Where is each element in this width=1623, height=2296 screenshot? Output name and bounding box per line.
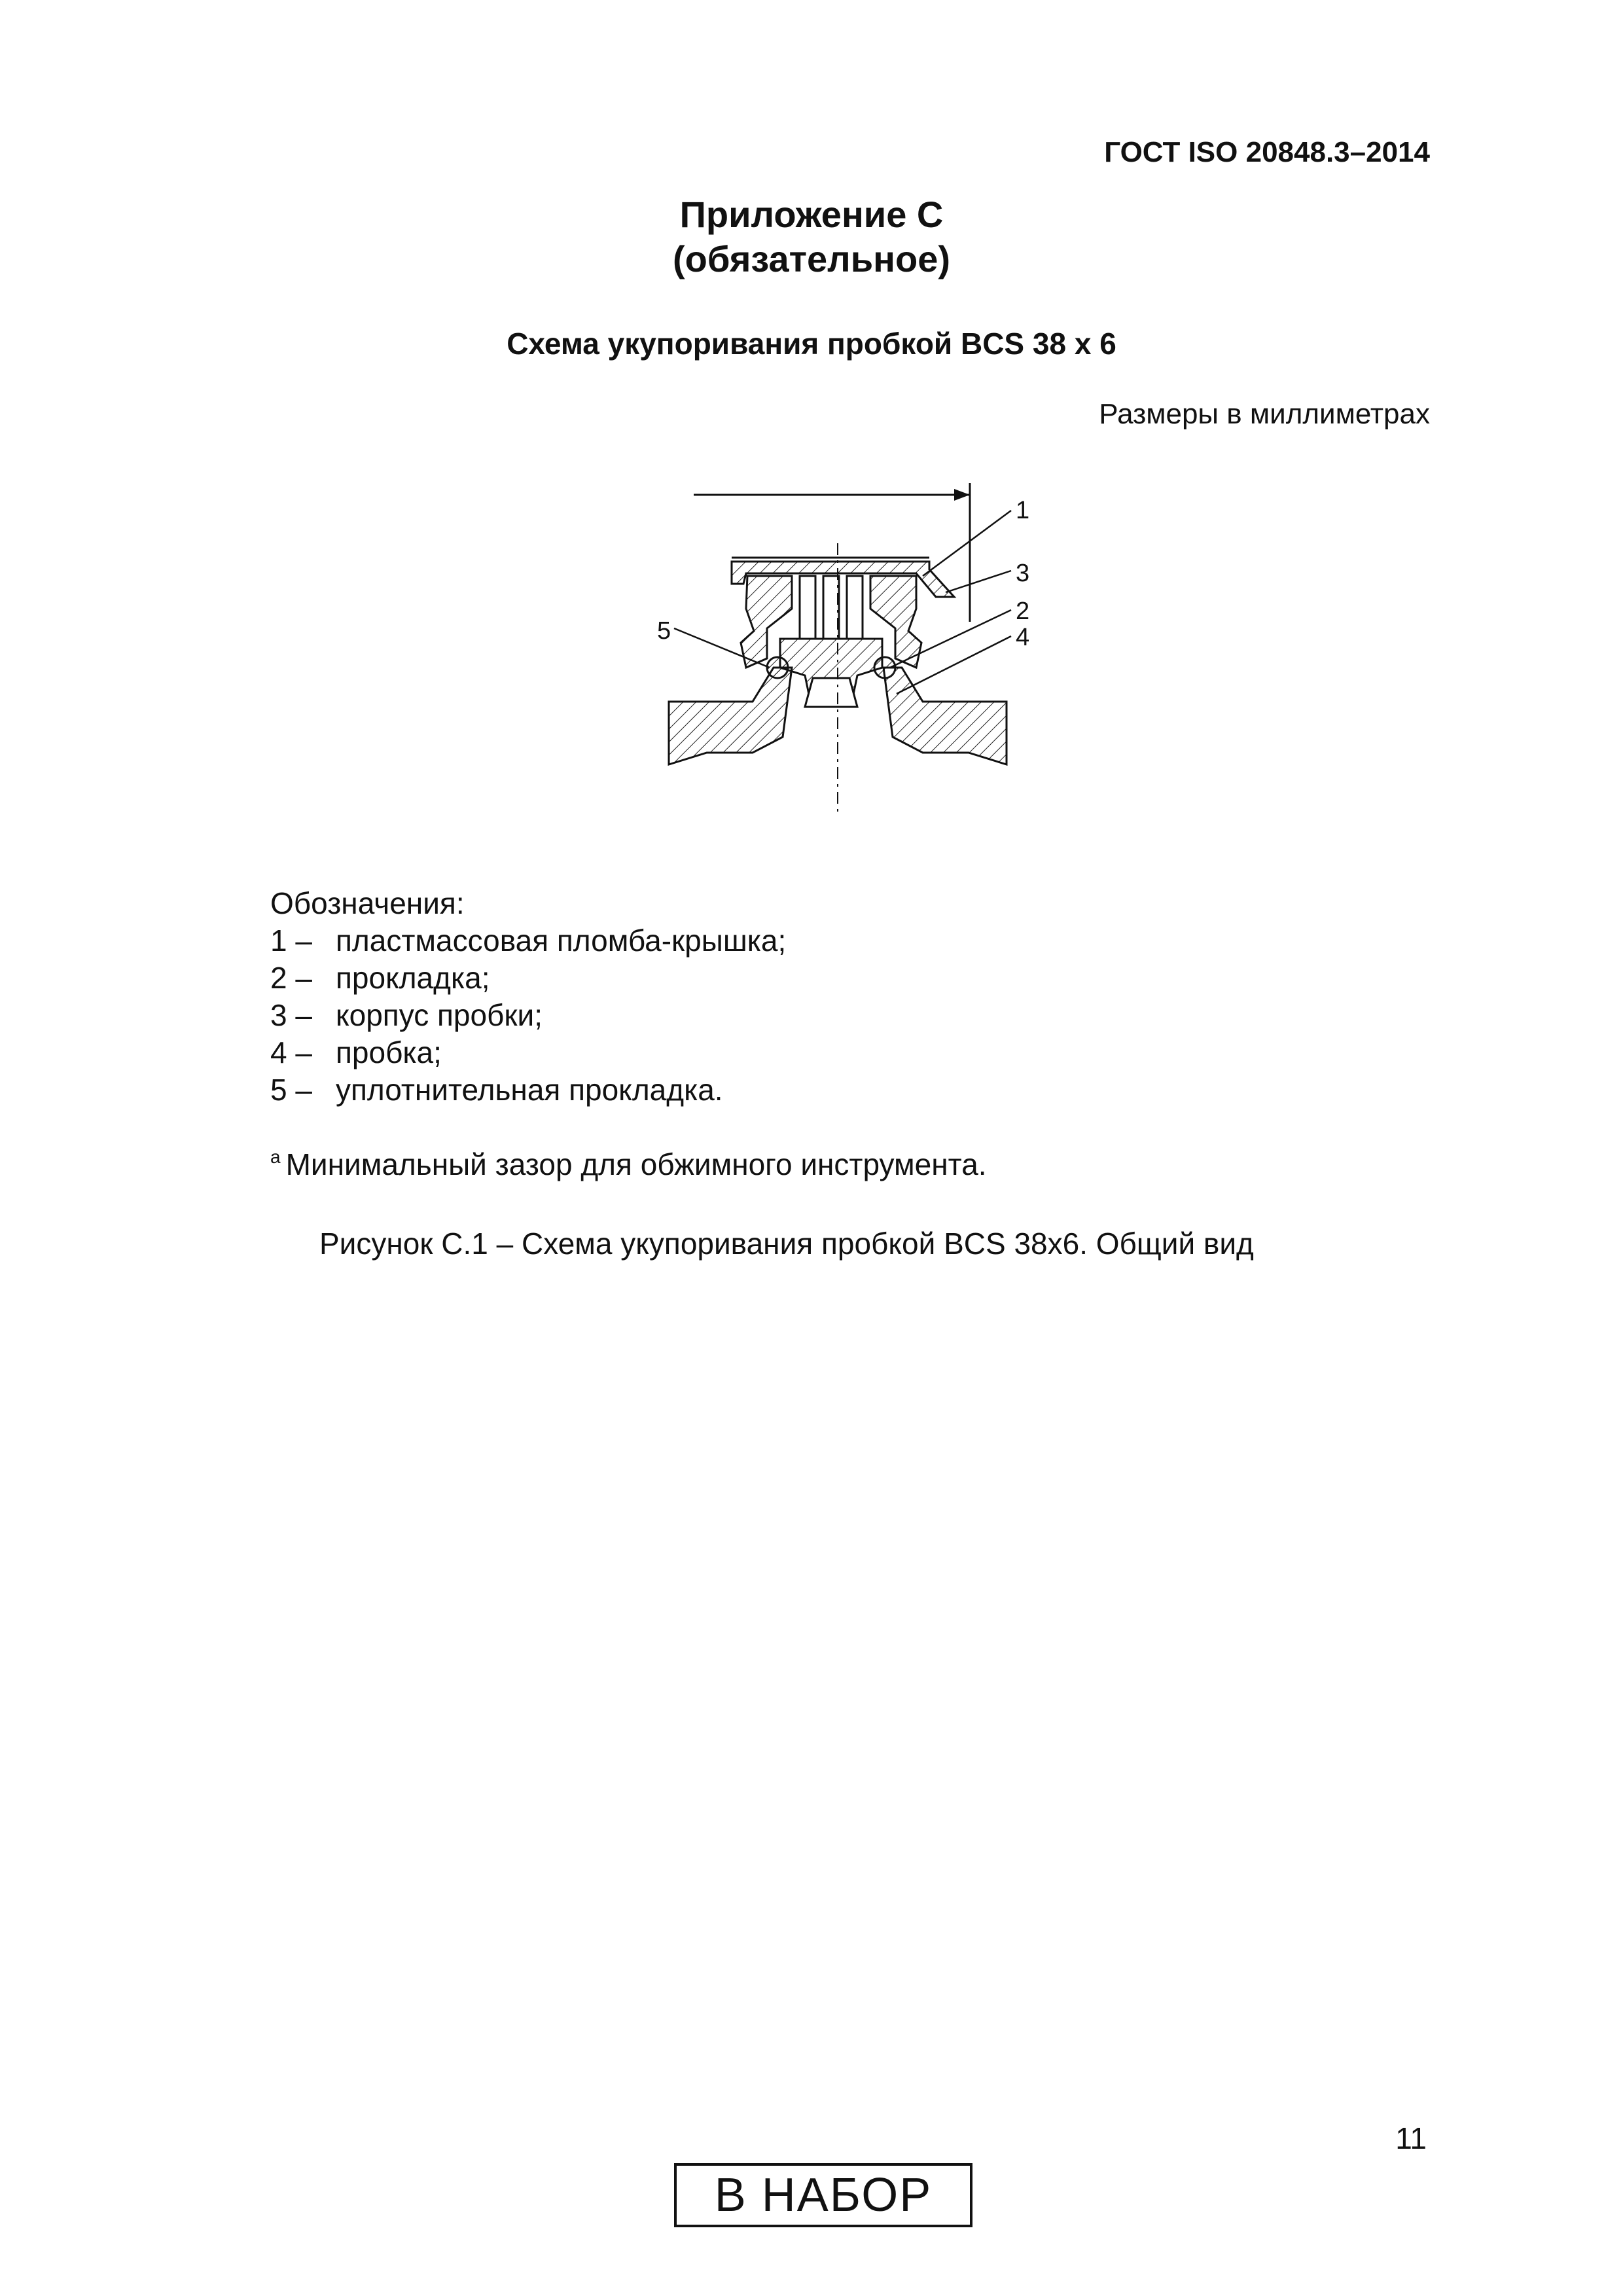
callout-1: 1 bbox=[1016, 497, 1030, 524]
page-number: 11 bbox=[1395, 2121, 1427, 2155]
legend-number: 3 – bbox=[270, 998, 312, 1032]
legend-number: 2 – bbox=[270, 961, 312, 995]
scheme-title: Схема укупоривания пробкой BCS 38 x 6 bbox=[507, 327, 1116, 361]
stopper-cavity bbox=[805, 678, 857, 707]
callout-3: 3 bbox=[1016, 560, 1030, 587]
legend-number: 5 – bbox=[270, 1073, 312, 1107]
legend-text: корпус пробки; bbox=[336, 998, 543, 1032]
legend-number: 1 – bbox=[270, 924, 312, 958]
legend-item bbox=[270, 960, 786, 997]
legend-item bbox=[270, 997, 786, 1034]
callout-5: 5 bbox=[657, 617, 671, 645]
legend-item bbox=[270, 1034, 786, 1071]
stopper-finger bbox=[823, 576, 839, 639]
annex-subtitle: (обязательное) bbox=[672, 238, 951, 279]
vessel-wall-left bbox=[669, 668, 792, 764]
legend bbox=[270, 885, 786, 1109]
legend-item bbox=[270, 922, 786, 960]
leader-line-3 bbox=[946, 571, 1011, 592]
legend-text: уплотнительная прокладка. bbox=[336, 1073, 723, 1107]
footnote bbox=[270, 1147, 987, 1182]
legend-heading: Обозначения: bbox=[270, 886, 465, 920]
legend-item bbox=[270, 1071, 786, 1109]
stopper-finger bbox=[800, 576, 815, 639]
footnote-text: Минимальный зазор для обжимного инструмента. bbox=[285, 1147, 987, 1181]
legend-text: пластмассовая пломба-крышка; bbox=[336, 924, 787, 958]
typeset-stamp: В НАБОР bbox=[674, 2163, 972, 2227]
leader-line-1 bbox=[923, 511, 1011, 576]
annex-title: Приложение С bbox=[679, 194, 944, 235]
callout-2: 2 bbox=[1016, 598, 1030, 625]
vessel-wall-right bbox=[883, 668, 1007, 764]
dimensions-note: Размеры в миллиметрах bbox=[1099, 398, 1430, 430]
footnote-mark: a bbox=[270, 1147, 281, 1167]
dimension-arrowhead bbox=[954, 489, 970, 501]
legend-text: пробка; bbox=[336, 1035, 442, 1069]
legend-number: 4 – bbox=[270, 1035, 312, 1069]
legend-text: прокладка; bbox=[336, 961, 490, 995]
closure-diagram bbox=[628, 471, 1047, 838]
figure-caption: Рисунок С.1 – Схема укупоривания пробкой BCS 38x6. Общий вид bbox=[319, 1227, 1254, 1261]
standard-designation: ГОСТ ISO 20848.3–2014 bbox=[1104, 136, 1430, 168]
stopper-finger bbox=[847, 576, 863, 639]
callout-4: 4 bbox=[1016, 624, 1030, 651]
